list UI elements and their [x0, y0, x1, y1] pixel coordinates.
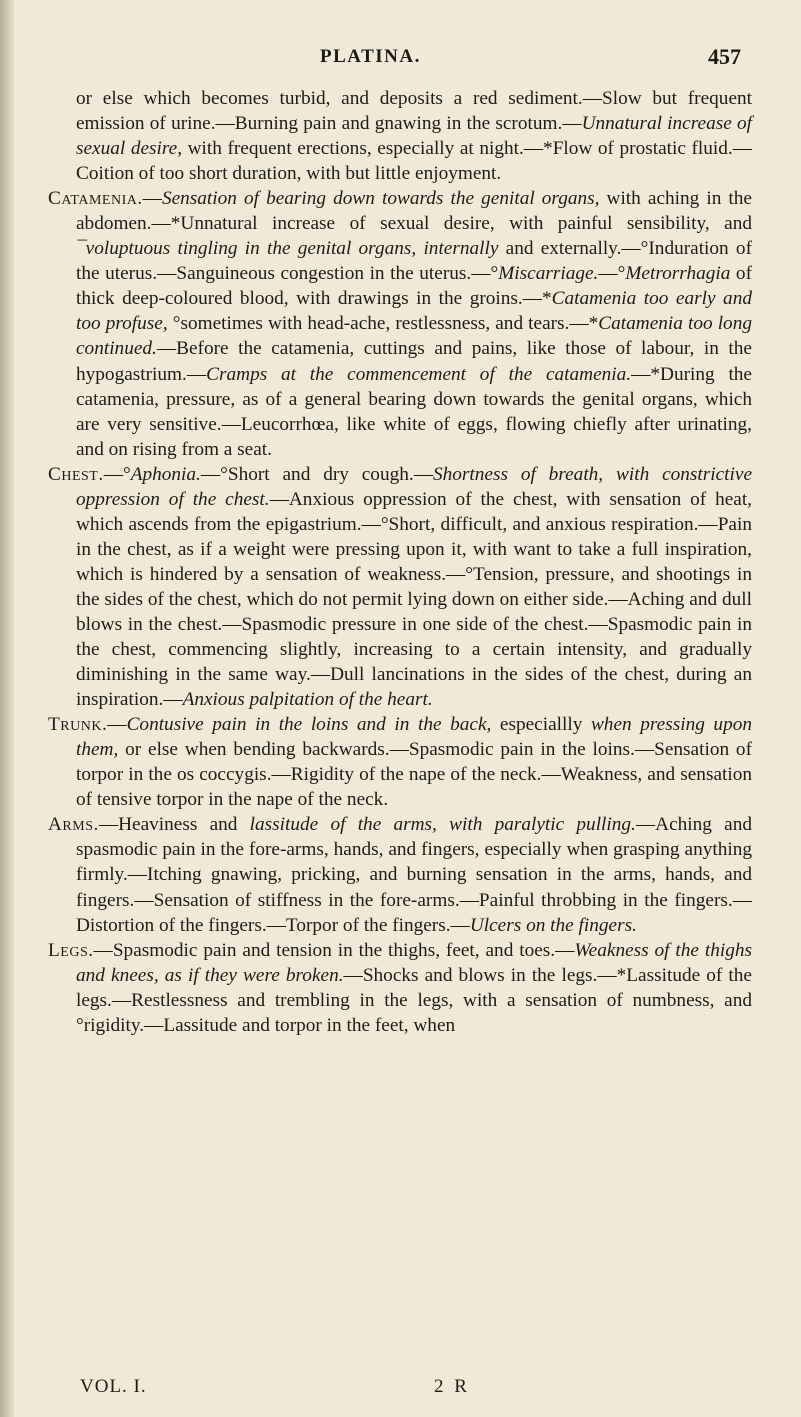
text-run: —Aching and spasmodic pain in the fore-arms, hands, and fingers, especially when grasping anything firmly.—Itching gnawing, pricking, and burning sensation in the arms, hands, and fingers.—Sensation of stiffness in the fore-arms.—Painful throbbing in the fingers.—Distortion of the fingers.—Torpor of the fingers.—	[76, 814, 752, 936]
signature-mark: 2 R	[434, 1376, 470, 1397]
text-run: especiallly	[491, 714, 591, 736]
section-heading: Catamenia.	[48, 188, 143, 210]
section-paragraph	[48, 462, 752, 712]
italic-symptom: ¯voluptuous tingling in the genital organs, internally	[76, 238, 499, 260]
italic-symptom: Contusive pain in the loins and in the back,	[126, 714, 492, 736]
page-title: PLATINA.	[320, 46, 421, 67]
text-run: —	[142, 188, 162, 210]
text-run: —Before the catamenia, cuttings and pains, like those of labour, in the hypogastrium.—	[76, 338, 752, 385]
continuation-paragraph	[48, 86, 752, 186]
text-run: with frequent erections, especially at night.—*Flow of prostatic fluid.—Coition of too short duration, with but little enjoyment.	[76, 138, 752, 185]
text-run: with aching in the abdomen.—*Unnatural increase of sexual desire, with painful sensibility, and	[76, 188, 752, 235]
section-paragraph	[48, 812, 752, 937]
section-heading: Legs.	[48, 939, 94, 961]
italic-symptom: Aphonia.	[130, 463, 201, 485]
page-footer	[0, 1376, 801, 1404]
italic-symptom: Anxious palpitation of the heart.	[182, 689, 433, 711]
italic-symptom: Sensation of bearing down towards the genital organs,	[161, 188, 600, 210]
text-run: °sometimes with head-ache, restlessness, and tears.—*	[167, 313, 599, 335]
page-binding-edge	[0, 0, 14, 1417]
section-heading: Chest.	[48, 463, 104, 485]
page-number: 457	[708, 44, 741, 69]
section-paragraph	[48, 186, 752, 462]
text-run: and externally.—°Induration of the uterus.—Sanguineous congestion in the uterus.—°	[76, 238, 752, 285]
section-paragraph	[48, 938, 752, 1038]
text-run: —	[107, 714, 127, 736]
text-run: —Shocks and blows in the legs.—*Lassitude of the legs.—Restlessness and trembling in the legs, with a sensation of numbness, and °rigidity.—Lassitude and torpor in the feet, when	[76, 964, 752, 1036]
italic-symptom: Cramps at the commencement of the catamenia.	[206, 363, 632, 385]
section-heading: Trunk.	[48, 714, 108, 736]
text-run: —Spasmodic pain and tension in the thighs, feet, and toes.—	[93, 939, 575, 961]
section-heading: Arms.	[48, 814, 99, 836]
text-run: —Heaviness and	[98, 814, 250, 836]
italic-symptom: Unnatural increase of sexual desire,	[76, 113, 752, 160]
text-run: of thick deep-coloured blood, with drawings in the groins.—*	[76, 263, 752, 310]
section-paragraph	[48, 712, 752, 812]
italic-symptom: Metrorrhagia	[625, 263, 731, 285]
text-run: or else when bending backwards.—Spasmodic pain in the loins.—Sensation of torpor in the os coccygis.—Rigidity of the nape of the neck.—Weakness, and sensation of tensive torpor in the nape of the neck.	[76, 739, 752, 811]
italic-symptom: Miscarriage.	[498, 263, 599, 285]
italic-symptom: Shortness of breath, with constrictive oppression of the chest.	[76, 463, 753, 510]
body-text	[48, 86, 752, 1038]
italic-symptom: Catamenia too long continued.	[76, 313, 752, 360]
text-run: —°	[103, 463, 131, 485]
text-run: —°Short and dry cough.—	[200, 463, 433, 485]
text-run: —°	[598, 263, 626, 285]
italic-symptom: Catamenia too early and too profuse,	[76, 288, 752, 335]
text-run: —*During the catamenia, pressure, as of a general bearing down towards the genital organs, which are very sensitive.—Leucorrhœa, like white of eggs, flowing chiefly after urinating, and on rising from a seat.	[76, 363, 752, 460]
italic-symptom: lassitude of the arms, with paralytic pulling.	[249, 814, 636, 836]
running-head	[0, 44, 801, 74]
italic-symptom: Weakness of the thighs and knees, as if they were broken.	[76, 939, 752, 986]
text-run: —Anxious oppression of the chest, with sensation of heat, which ascends from the epigastrium.—°Short, difficult, and anxious respiration.—Pain in the chest, as if a weight were pressing upon it, with want to take a full inspiration, which is hindered by a sensation of weakness.—°Tension, pressure, and shootings in the sides of the chest, which do not permit lying down on either side.—Aching and dull blows in the chest.—Spasmodic pressure in one side of the chest.—Spasmodic pain in the chest, commencing slightly, increasing to a certain intensity, and gradually diminishing in the same way.—Dull lancinations in the sides of the chest, during an inspiration.—	[76, 488, 752, 711]
text-run: or else which becomes turbid, and deposits a red sediment.—Slow but frequent emission of urine.—Burning pain and gnawing in the scrotum.—	[76, 88, 752, 135]
italic-symptom: when pressing upon them,	[76, 714, 752, 761]
volume-label: VOL. I.	[80, 1376, 147, 1397]
italic-symptom: Ulcers on the fingers.	[469, 914, 637, 936]
